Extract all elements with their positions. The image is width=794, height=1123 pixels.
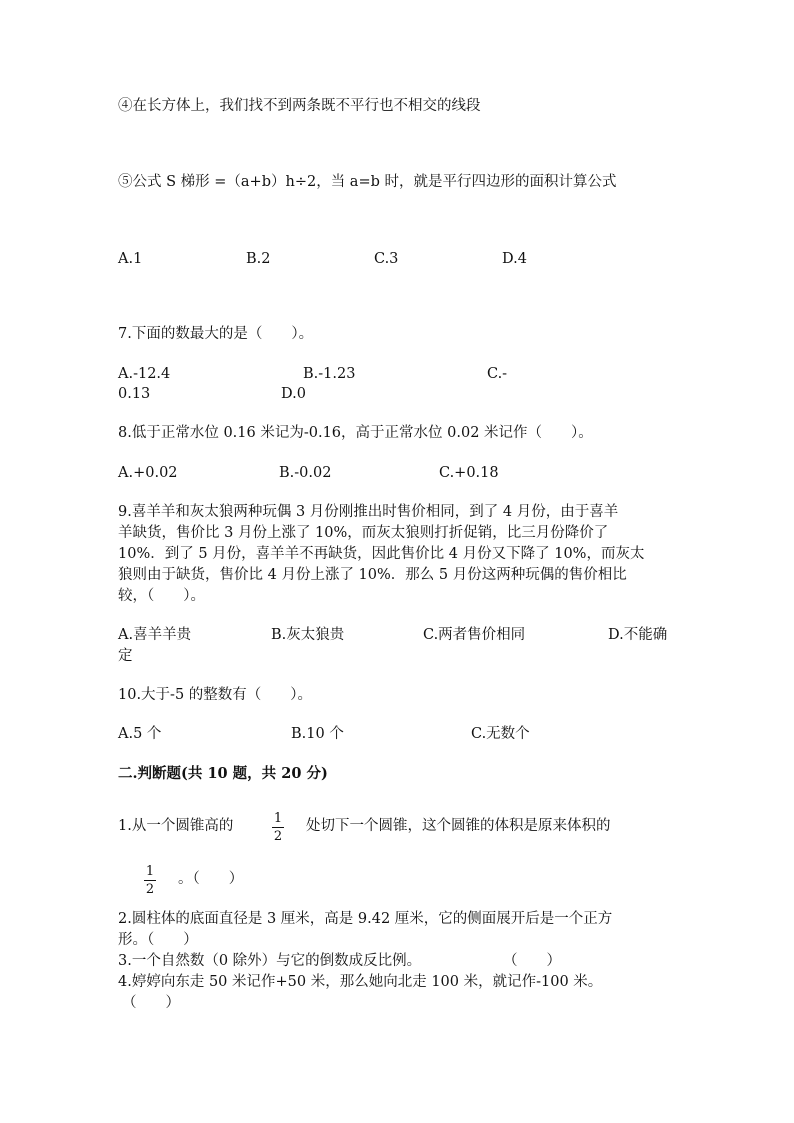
q10-option-a: A.5 个 xyxy=(118,726,162,742)
q9-option-b: B.灰太狼贵 xyxy=(271,627,345,643)
j1-fraction-2-numerator: 1 xyxy=(145,864,155,879)
q8-option-c: C.+0.18 xyxy=(439,465,499,481)
q7-stem: 7.下面的数最大的是（ ）。 xyxy=(118,326,314,342)
q9-line-1: 9.喜羊羊和灰太狼两种玩偶 3 月份刚推出时售价相同，到了 4 月份，由于喜羊 xyxy=(118,504,619,520)
q9-option-c: C.两者售价相同 xyxy=(423,627,526,643)
q8-option-b: B.-0.02 xyxy=(279,465,332,481)
fraction-bar xyxy=(272,827,284,828)
j1-fraction-1 xyxy=(272,811,284,844)
q6-option-a: A.1 xyxy=(118,251,143,267)
j1-fraction-1-denominator: 2 xyxy=(273,829,283,844)
j1-part-2: 处切下一个圆锥，这个圆锥的体积是原来体积的 xyxy=(306,818,611,834)
q10-option-b: B.10 个 xyxy=(291,726,344,742)
j4-bracket: （ ） xyxy=(122,995,180,1011)
j1-fraction-2-denominator: 2 xyxy=(145,882,155,897)
j2-line-1: 2.圆柱体的底面直径是 3 厘米，高是 9.42 厘米，它的侧面展开后是一个正方 xyxy=(118,911,613,927)
j2-line-2: 形。（ ） xyxy=(118,932,198,948)
q10-stem: 10.大于-5 的整数有（ ）。 xyxy=(118,687,313,703)
statement-4: ④在长方体上，我们找不到两条既不平行也不相交的线段 xyxy=(118,98,481,114)
statement-5: ⑤公式 S 梯形 =（a+b）h÷2，当 a=b 时，就是平行四边形的面积计算公式 xyxy=(118,174,617,190)
q7-option-b: B.-1.23 xyxy=(303,366,356,382)
q7-option-a: A.-12.4 xyxy=(118,366,171,382)
j3-text: 3.一个自然数（0 除外）与它的倒数成反比例。 xyxy=(118,953,422,969)
q10-option-c: C.无数个 xyxy=(471,726,530,742)
fraction-bar xyxy=(144,880,156,881)
q9-line-3: 10%．到了 5 月份，喜羊羊不再缺货，因此售价比 4 月份又下降了 10%，而灰太 xyxy=(118,546,645,562)
q9-option-a: A.喜羊羊贵 xyxy=(118,627,192,643)
j1-fraction-1-numerator: 1 xyxy=(273,811,283,826)
j3-bracket: （ ） xyxy=(503,953,561,969)
j1-fraction-2 xyxy=(144,864,156,897)
q6-option-d: D.4 xyxy=(502,251,527,267)
q9-line-2: 羊缺货，售价比 3 月份上涨了 10%，而灰太狼则打折促销，比三月份降价了 xyxy=(118,525,609,541)
q8-option-a: A.+0.02 xyxy=(118,465,178,481)
section-2-title: 二.判断题(共 10 题，共 20 分) xyxy=(118,765,328,782)
q7-option-c: C.- xyxy=(487,366,508,382)
q8-stem: 8.低于正常水位 0.16 米记为-0.16，高于正常水位 0.02 米记作（ ）。 xyxy=(118,425,593,441)
j1-tail: 。（ ） xyxy=(178,871,244,887)
q9-option-d: D.不能确 xyxy=(608,627,668,643)
q6-option-c: C.3 xyxy=(374,251,399,267)
q6-option-b: B.2 xyxy=(246,251,271,267)
j1-part-1: 1.从一个圆锥高的 xyxy=(118,818,234,834)
j4-text: 4.婷婷向东走 50 米记作+50 米，那么她向北走 100 米，就记作-100 米。 xyxy=(118,974,603,990)
q9-line-4: 狼则由于缺货，售价比 4 月份上涨了 10%．那么 5 月份这两种玩偶的售价相比 xyxy=(118,567,627,583)
q7-option-c-cont: 0.13 xyxy=(118,386,151,402)
q7-option-d: D.0 xyxy=(281,386,306,402)
q9-line-5: 较，（ ）。 xyxy=(118,588,205,604)
q9-option-d-cont: 定 xyxy=(118,648,133,664)
